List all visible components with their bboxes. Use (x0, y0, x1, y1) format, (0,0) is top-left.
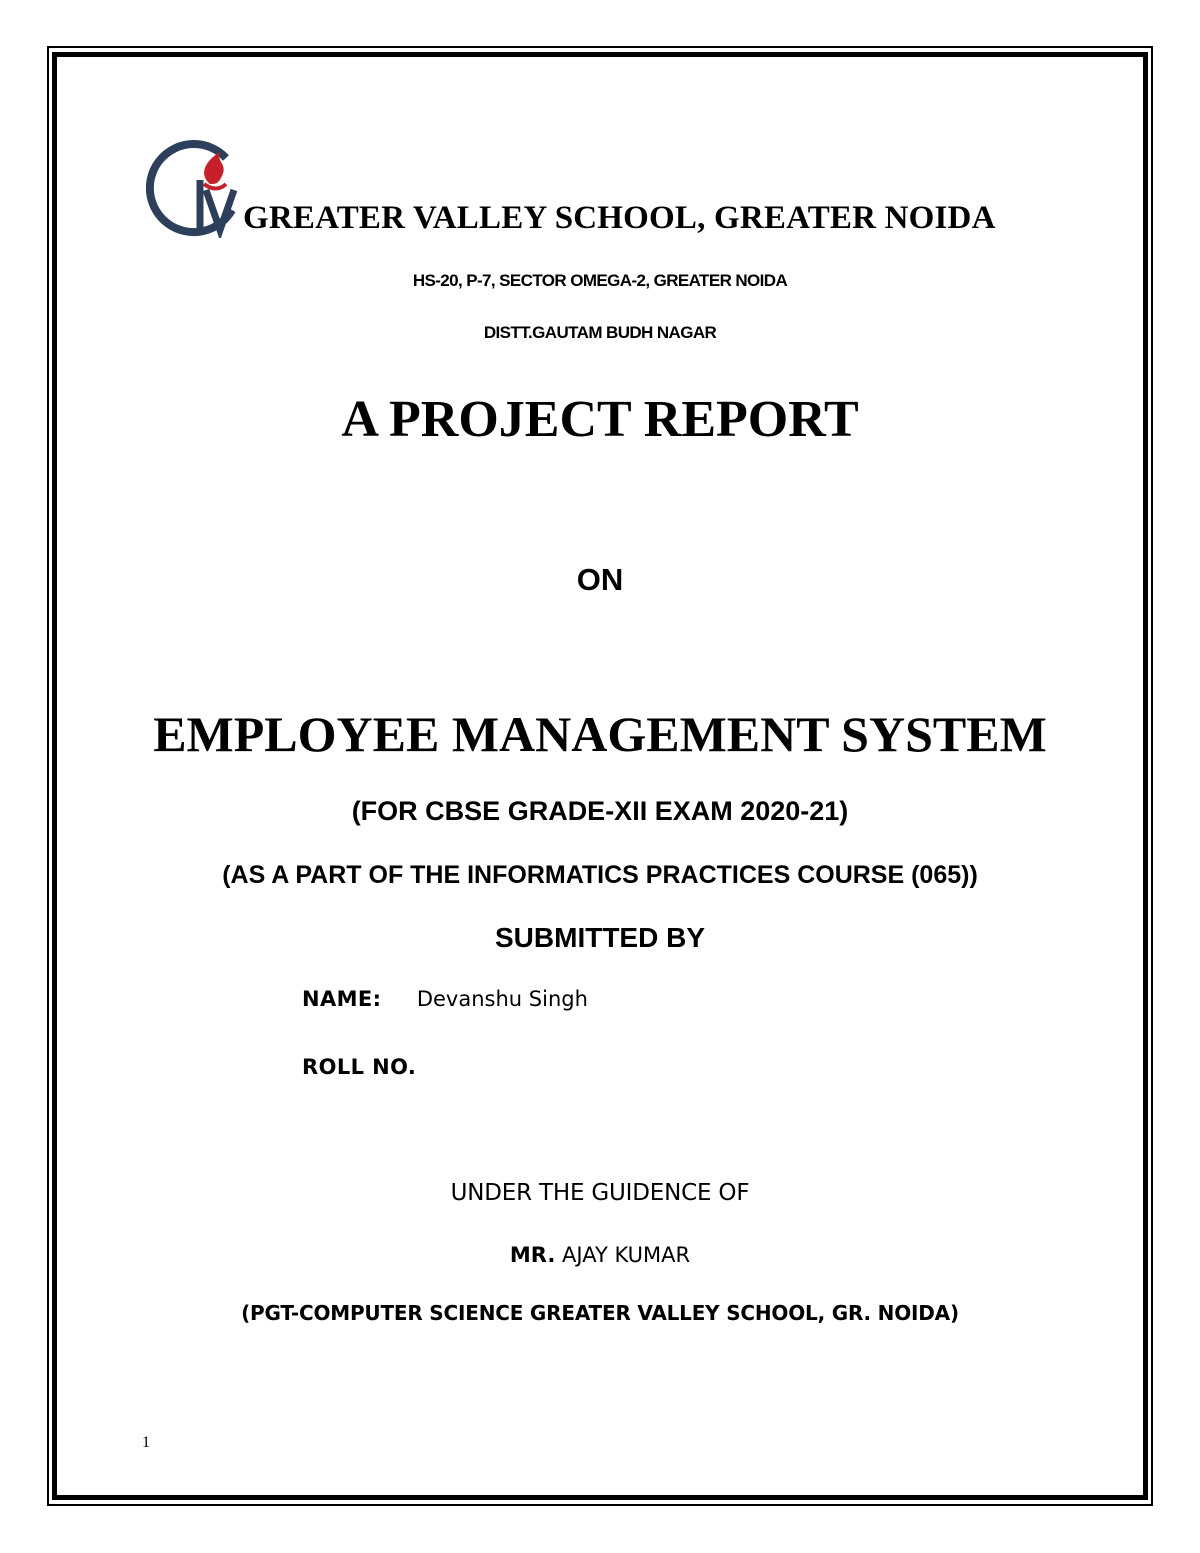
course-info: (AS A PART OF THE INFORMATICS PRACTICES COURSE (065)) (222, 861, 978, 889)
report-on: ON (576, 562, 624, 597)
page-number: 1 (142, 1434, 150, 1451)
teacher-prefix: MR. (509, 1243, 556, 1267)
roll-number-row (302, 1055, 416, 1079)
teacher-name: AJAY KUMAR (562, 1243, 691, 1267)
student-name-label: NAME: (302, 987, 382, 1011)
roll-number-label: ROLL NO. (302, 1055, 417, 1079)
project-title: EMPLOYEE MANAGEMENT SYSTEM (153, 706, 1047, 762)
page-border-inner (52, 52, 1148, 1500)
student-name-value: Devanshu Singh (416, 987, 588, 1011)
guidance-heading: UNDER THE GUIDENCE OF (450, 1180, 750, 1206)
teacher-designation: (PGT-COMPUTER SCIENCE GREATER VALLEY SCHOOL, GR. NOIDA) (241, 1301, 959, 1325)
submitted-by-heading: SUBMITTED BY (495, 922, 705, 953)
student-name-row (302, 987, 588, 1011)
gvs-logo-icon (146, 138, 246, 238)
school-name: GREATER VALLEY SCHOOL, GREATER NOIDA (243, 200, 996, 236)
exam-info: (FOR CBSE GRADE-XII EXAM 2020-21) (351, 796, 849, 826)
school-address-line-2: DISTT.GAUTAM BUDH NAGAR (483, 323, 717, 342)
report-heading: A PROJECT REPORT (341, 391, 859, 448)
teacher-line (0, 1243, 1200, 1267)
school-address-line-1: HS-20, P-7, SECTOR OMEGA-2, GREATER NOIDA (412, 271, 788, 290)
